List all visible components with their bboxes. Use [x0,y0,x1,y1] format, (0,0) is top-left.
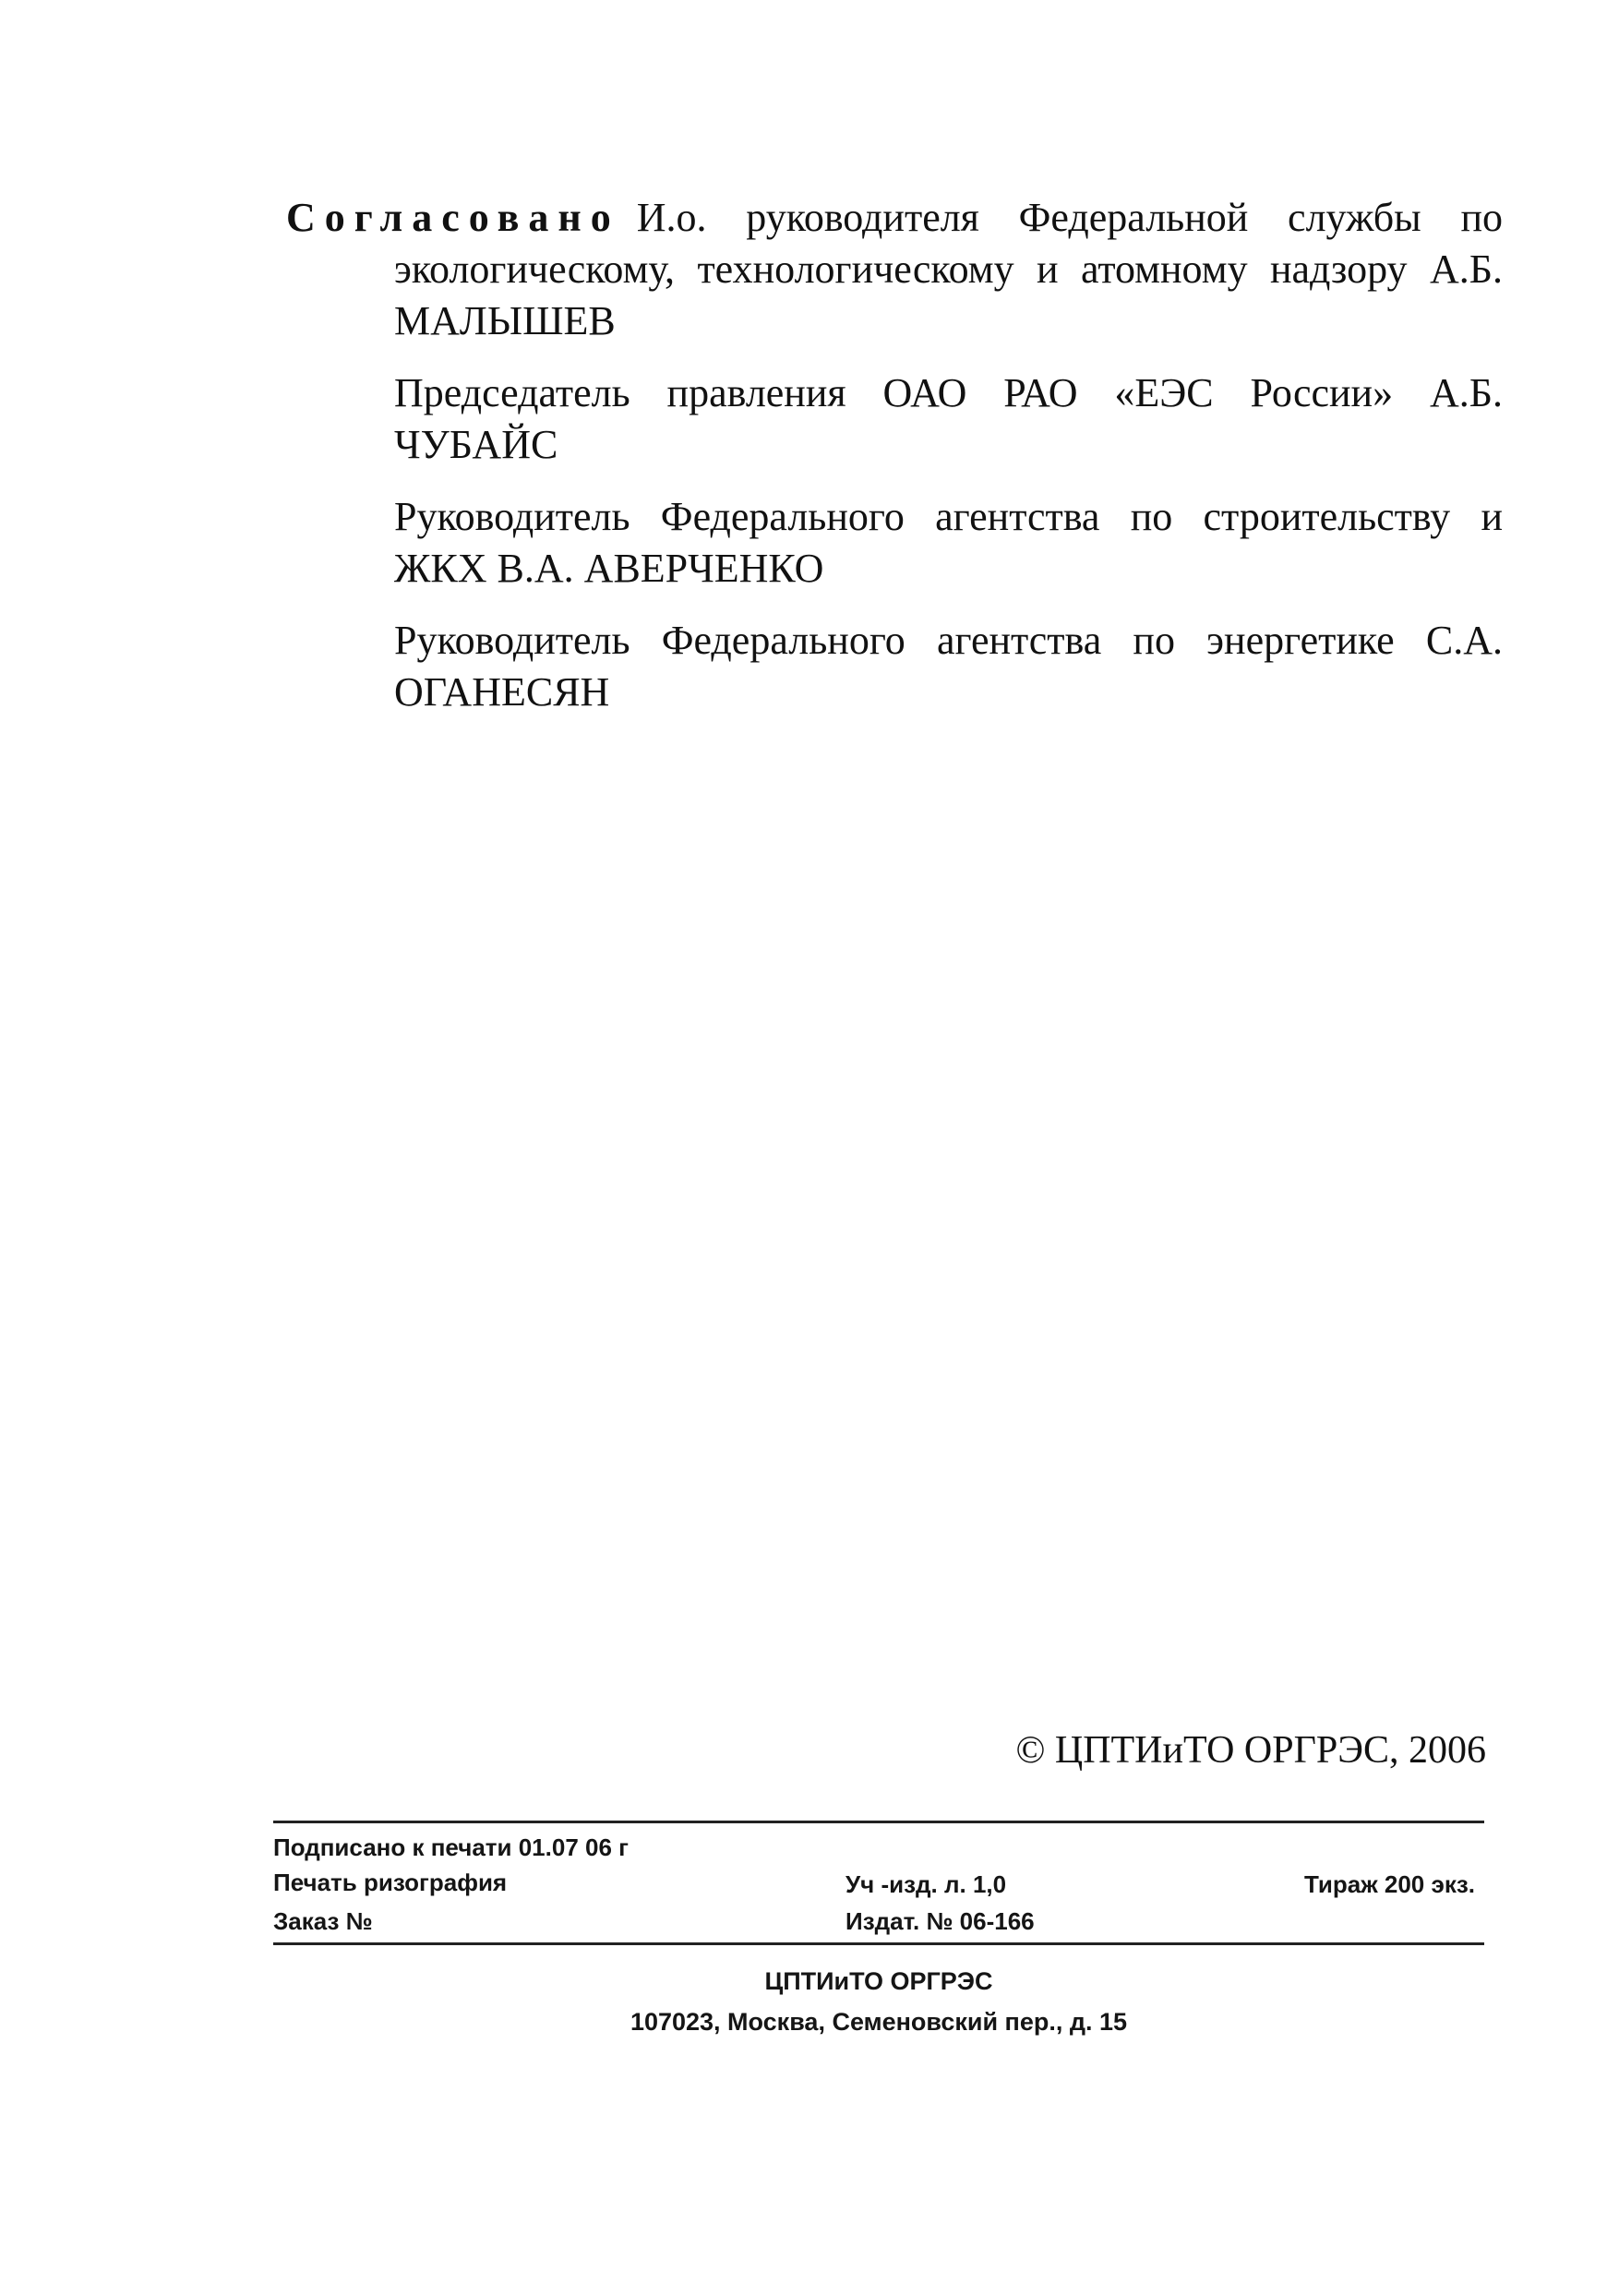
approval-entry: Председатель правления ОАО РАО «ЕЭС России» А.Б. ЧУБАЙС [394,370,1503,467]
approval-entry: Руководитель Федерального агентства по энергетике С.А. ОГАНЕСЯН [394,618,1503,715]
imprint-order-number: Заказ № [273,1907,373,1935]
imprint-bottom-rule [273,1942,1484,1945]
publisher-address: 107023, Москва, Семеновский пер., д. 15 [630,2008,1128,2036]
imprint-publisher-number: Издат. № 06-166 [845,1907,1035,1935]
imprint-edition-sheets: Уч -изд. л. 1,0 [845,1870,1007,1898]
approval-entry: Руководитель Федерального агентства по строительству и ЖКХ В.А. АВЕРЧЕНКО [394,494,1503,591]
approval-entry [286,192,1503,347]
publisher-name: ЦПТИиТО ОРГРЭС [764,1967,993,1995]
imprint-print-run: Тираж 200 экз. [1304,1870,1475,1898]
approval-label: Согласовано [286,195,620,240]
approval-block [286,192,1503,739]
copyright-notice: © ЦПТИиТО ОРГРЭС, 2006 [1015,1729,1486,1772]
imprint-top-rule [273,1821,1484,1823]
imprint-signed-date: Подписано к печати 01.07 06 г [273,1833,629,1861]
approval-entry-text: И.о. руководителя Федеральной службы по экологическому, технологическому и атомному надзору А.Б. МАЛЫШЕВ [394,195,1503,343]
imprint-print-type: Печать ризография [273,1869,508,1896]
